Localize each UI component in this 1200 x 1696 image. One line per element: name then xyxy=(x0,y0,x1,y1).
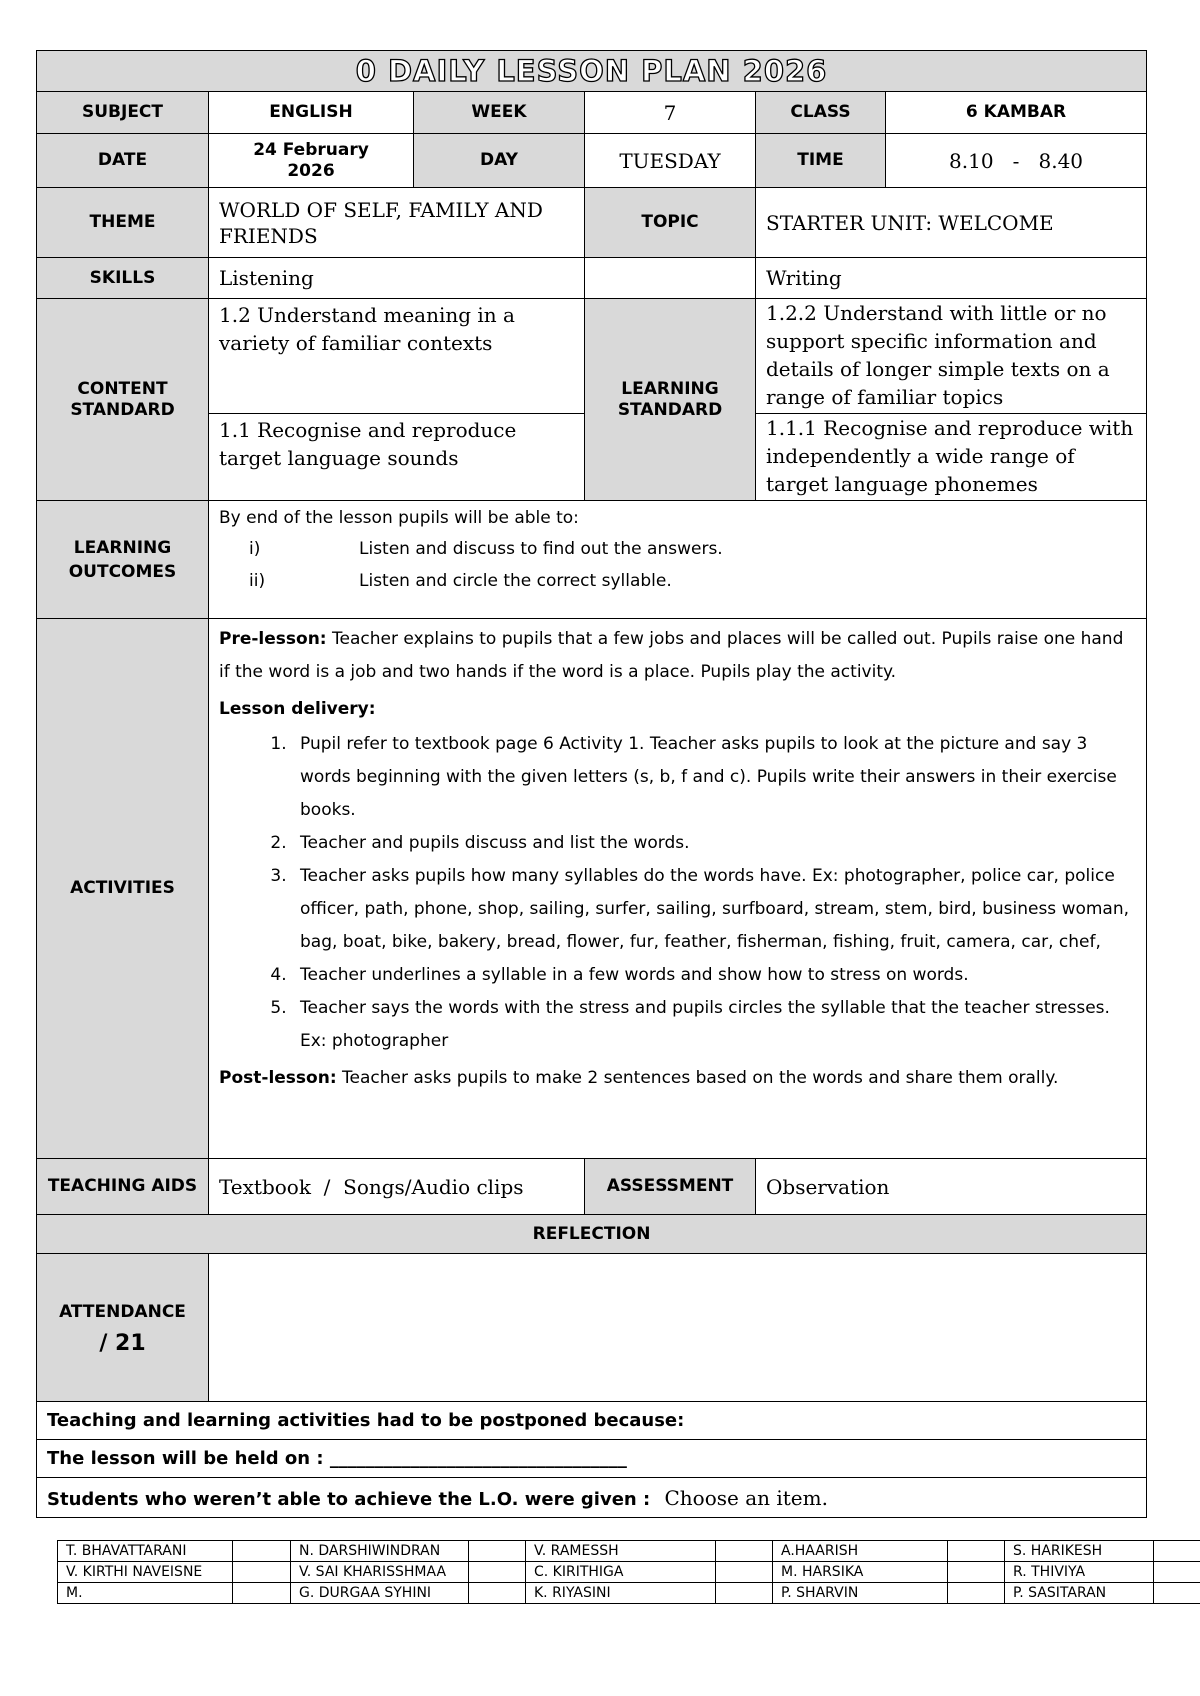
assessment-label: ASSESSMENT xyxy=(585,1159,756,1215)
student-name: M. HARSIKA xyxy=(773,1562,948,1583)
skills-label: SKILLS xyxy=(37,258,209,299)
pre-lesson-text[interactable]: Teacher explains to pupils that a few jobs and places will be called out. Pupils raise one hand if the word is a job and two hands if the word is a place. Pupils play the activity. xyxy=(219,629,1124,682)
day-value[interactable]: TUESDAY xyxy=(585,134,756,188)
lesson-steps xyxy=(219,728,1136,1058)
student-mark-cell[interactable] xyxy=(469,1541,526,1562)
attendance-total: / 21 xyxy=(99,1330,146,1356)
student-mark-cell[interactable] xyxy=(233,1541,291,1562)
content-standard-label: CONTENT STANDARD xyxy=(37,299,209,501)
student-mark-cell[interactable] xyxy=(716,1541,773,1562)
student-mark-cell[interactable] xyxy=(948,1583,1005,1604)
not-achieved-row xyxy=(37,1478,1147,1518)
student-name: G. DURGAA SYHINI xyxy=(291,1583,469,1604)
day-label: DAY xyxy=(414,134,585,188)
skill-spacer xyxy=(585,258,756,299)
skill-main[interactable]: Listening xyxy=(209,258,585,299)
student-name: V. SAI KHARISSHMAA xyxy=(291,1562,469,1583)
week-label: WEEK xyxy=(414,92,585,134)
assessment-value[interactable]: Observation xyxy=(756,1159,1147,1215)
outcomes-intro: By end of the lesson pupils will be able to: xyxy=(219,508,579,528)
student-mark-cell[interactable] xyxy=(1154,1583,1200,1604)
student-mark-cell[interactable] xyxy=(948,1541,1005,1562)
student-mark-cell[interactable] xyxy=(233,1562,291,1583)
lesson-step[interactable]: 3. Teacher asks pupils how many syllables do the words have. Ex: photographer, police car, police officer, path, phone, shop, sailing, surfer, sailing, surfboard, stream, stem, bird, business woman, bag, boat, bike, bakery, bread, flower, fur, feather, fisherman, fishing, fruit, camera, car, chef, xyxy=(292,860,1136,959)
lesson-step[interactable]: 1. Pupil refer to textbook page 6 Activity 1. Teacher asks pupils to look at the picture and say 3 words beginning with the given letters (s, b, f and c). Pupils write their answers in their exercise books. xyxy=(292,728,1136,827)
week-value[interactable]: 7 xyxy=(585,92,756,134)
learning-outcomes-label: LEARNING OUTCOMES xyxy=(37,501,209,619)
lesson-step[interactable]: 4. Teacher underlines a syllable in a few words and show how to stress on words. xyxy=(292,959,1136,992)
reflection-notes[interactable] xyxy=(209,1254,1147,1402)
outcome-item xyxy=(219,533,1136,566)
lesson-plan-table xyxy=(36,50,1147,1518)
student-row xyxy=(58,1562,1200,1583)
outcome-number: i) xyxy=(249,539,261,559)
post-lesson xyxy=(219,1062,1136,1095)
student-mark-cell[interactable] xyxy=(1154,1562,1200,1583)
student-name: T. BHAVATTARANI xyxy=(58,1541,233,1562)
page-title: 0 DAILY LESSON PLAN 2026 xyxy=(37,51,1147,92)
class-value[interactable]: 6 KAMBAR xyxy=(886,92,1147,134)
student-mark-cell[interactable] xyxy=(716,1583,773,1604)
student-mark-cell[interactable] xyxy=(948,1562,1005,1583)
time-value[interactable]: 8.10 - 8.40 xyxy=(886,134,1147,188)
outcome-text[interactable]: Listen and circle the correct syllable. xyxy=(359,571,672,591)
date-value[interactable]: 24 February 2026 xyxy=(209,134,414,188)
student-name: P. SHARVIN xyxy=(773,1583,948,1604)
student-name: P. SASITARAN xyxy=(1005,1583,1154,1604)
outcome-text[interactable]: Listen and discuss to find out the answers. xyxy=(359,539,723,559)
student-mark-cell[interactable] xyxy=(1154,1541,1200,1562)
post-lesson-text[interactable]: Teacher asks pupils to make 2 sentences based on the words and share them orally. xyxy=(336,1068,1059,1088)
not-achieved-dropdown[interactable]: Choose an item. xyxy=(664,1485,828,1510)
student-row xyxy=(58,1583,1200,1604)
student-name: V. KIRTHI NAVEISNE xyxy=(58,1562,233,1583)
attendance-label: ATTENDANCE / 21 xyxy=(37,1254,209,1402)
student-mark-cell[interactable] xyxy=(233,1583,291,1604)
not-achieved-label: Students who weren’t able to achieve the L.O. were given : xyxy=(47,1488,651,1510)
learning-standard-label: LEARNING STANDARD xyxy=(585,299,756,501)
activities-content xyxy=(209,619,1147,1159)
content-standard-1[interactable]: 1.2 Understand meaning in a variety of familiar contexts xyxy=(209,299,585,414)
lesson-delivery-label: Lesson delivery: xyxy=(219,699,376,719)
topic-value[interactable]: STARTER UNIT: WELCOME xyxy=(756,188,1147,258)
student-name: R. THIVIYA xyxy=(1005,1562,1154,1583)
student-name: A.HAARISH xyxy=(773,1541,948,1562)
teaching-aids-value[interactable]: Textbook / Songs/Audio clips xyxy=(209,1159,585,1215)
subject-value[interactable]: ENGLISH xyxy=(209,92,414,134)
lesson-step[interactable]: 2. Teacher and pupils discuss and list the words. xyxy=(292,827,1136,860)
teaching-aids-label: TEACHING AIDS xyxy=(37,1159,209,1215)
content-standard-2[interactable]: 1.1 Recognise and reproduce target language sounds xyxy=(209,414,585,501)
skill-complementary[interactable]: Writing xyxy=(756,258,1147,299)
student-mark-cell[interactable] xyxy=(716,1562,773,1583)
outcome-number: ii) xyxy=(249,571,266,591)
student-name: M. xyxy=(58,1583,233,1604)
postponed-reason[interactable]: Teaching and learning activities had to be postponed because: xyxy=(37,1402,1147,1440)
student-name: N. DARSHIWINDRAN xyxy=(291,1541,469,1562)
student-name: V. RAMESSH xyxy=(526,1541,716,1562)
class-label: CLASS xyxy=(756,92,886,134)
student-name: S. HARIKESH xyxy=(1005,1541,1154,1562)
subject-label: SUBJECT xyxy=(37,92,209,134)
student-name: C. KIRITHIGA xyxy=(526,1562,716,1583)
date-label: DATE xyxy=(37,134,209,188)
time-label: TIME xyxy=(756,134,886,188)
pre-lesson-label: Pre-lesson: xyxy=(219,629,327,649)
pre-lesson xyxy=(219,623,1136,689)
activities-label: ACTIVITIES xyxy=(37,619,209,1159)
theme-label: THEME xyxy=(37,188,209,258)
reflection-header: REFLECTION xyxy=(37,1215,1147,1254)
student-mark-cell[interactable] xyxy=(469,1583,526,1604)
learning-standard-1[interactable]: 1.2.2 Understand with little or no support specific information and details of longer simple texts on a range of familiar topics xyxy=(756,299,1147,414)
student-list xyxy=(58,1541,1200,1604)
outcome-item xyxy=(219,566,1136,596)
theme-value[interactable]: WORLD OF SELF, FAMILY AND FRIENDS xyxy=(209,188,585,258)
lesson-step[interactable]: 5. Teacher says the words with the stress and pupils circles the syllable that the teacher stresses. Ex: photographer xyxy=(292,992,1136,1058)
student-row xyxy=(58,1541,1200,1562)
student-name: K. RIYASINI xyxy=(526,1583,716,1604)
learning-standard-2[interactable]: 1.1.1 Recognise and reproduce with independently a wide range of target language phonemes xyxy=(756,414,1147,501)
student-list-table xyxy=(57,1540,1200,1604)
held-on-field[interactable]: The lesson will be held on : _________________________________ xyxy=(37,1440,1147,1478)
learning-outcomes xyxy=(209,501,1147,619)
topic-label: TOPIC xyxy=(585,188,756,258)
post-lesson-label: Post-lesson: xyxy=(219,1068,337,1088)
student-mark-cell[interactable] xyxy=(469,1562,526,1583)
